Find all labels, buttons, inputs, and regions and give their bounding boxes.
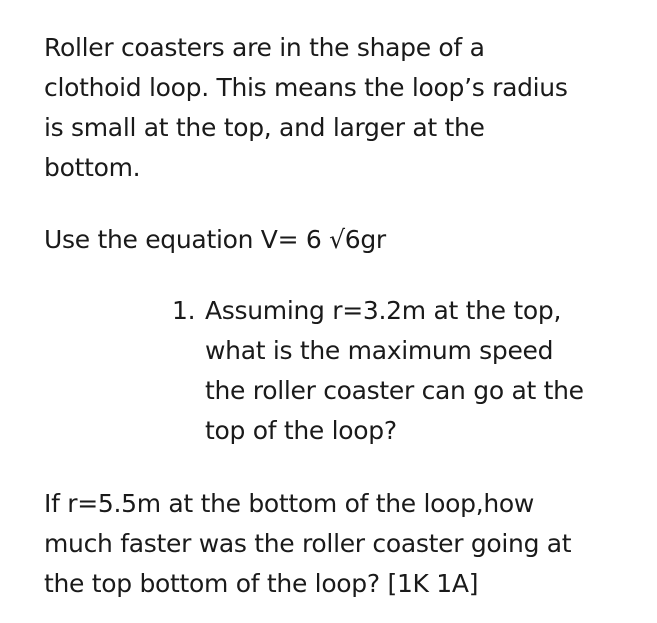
question-1: [205, 291, 584, 451]
followup-line: If r=5.5m at the bottom of the loop,how: [44, 489, 535, 518]
question-line: Assuming r=3.2m at the top,: [205, 296, 562, 325]
followup-line: much faster was the roller coaster going at: [44, 529, 572, 558]
question-line: the roller coaster can go at the: [205, 376, 584, 405]
intro-line: clothoid loop. This means the loop’s radius: [44, 73, 568, 102]
question-line: top of the loop?: [205, 416, 397, 445]
intro-line: Roller coasters are in the shape of a: [44, 33, 485, 62]
followup-paragraph: [44, 484, 571, 604]
intro-line: is small at the top, and larger at the: [44, 113, 485, 142]
intro-line: bottom.: [44, 153, 141, 182]
intro-paragraph: [44, 28, 568, 188]
equation-text: Use the equation V= 6 √6gr: [44, 225, 386, 254]
question-line: what is the maximum speed: [205, 336, 554, 365]
followup-line: the top bottom of the loop? [1K 1A]: [44, 569, 479, 598]
question-number: 1.: [172, 296, 196, 325]
question-list: [172, 291, 584, 451]
equation-paragraph: [44, 220, 386, 260]
